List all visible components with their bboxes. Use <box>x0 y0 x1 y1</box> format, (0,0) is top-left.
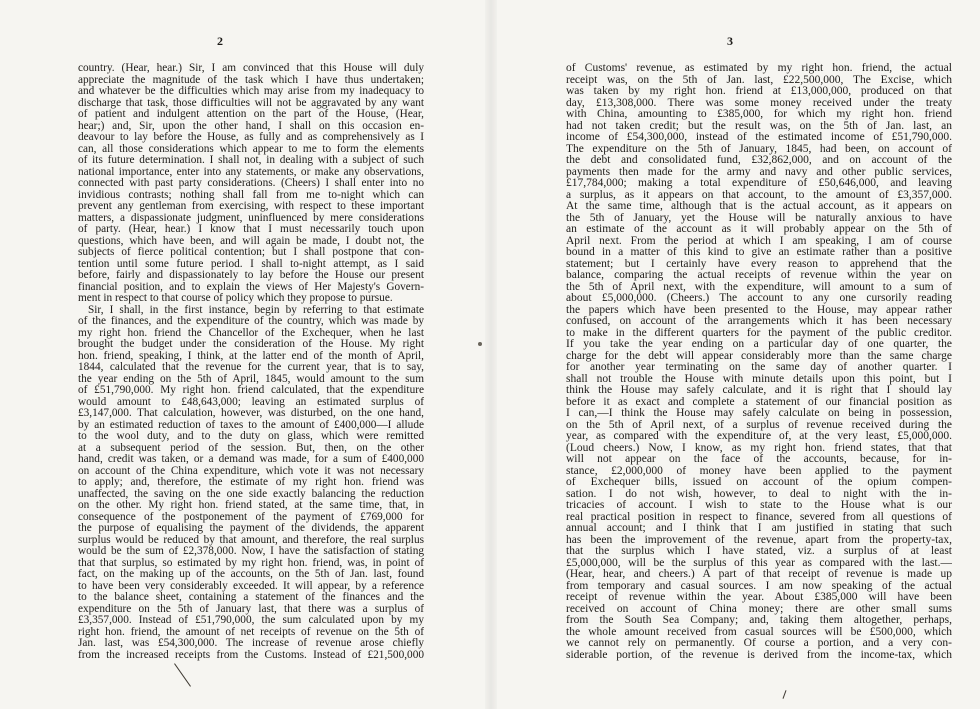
right-page-text <box>566 63 952 699</box>
text-line: to have been very considerably exceeded. It will appear, by a reference <box>78 580 424 592</box>
text-line: to the wool duty, and to the duty on glass, which were remitted <box>78 431 424 442</box>
text-line: from the increased receipts from the Customs. Instead of £21,500,000 <box>78 649 424 661</box>
text-line: from the South Sea Company; and, taking them altogether, perhaps, <box>566 615 952 626</box>
text-line: tricacies of account. I wish to state to the House what is our <box>566 500 952 511</box>
text-line: Jan. last, was £54,300,000. The increase of revenue arose chiefly <box>78 638 424 649</box>
text-line: of the finances, and the expenditure of the country, which was made by <box>78 316 424 327</box>
text-line: with China, amounting to £385,000, for which my right hon. friend <box>566 109 952 120</box>
text-line: to the balance sheet, containing a statement of the finances and the <box>78 592 424 603</box>
text-line: If you take the year ending on a particular day of one quarter, the <box>566 339 952 350</box>
text-line: to apply; and, therefore, the estimate of my right hon. friend was <box>78 477 424 488</box>
text-line: brought the budget under the consideration of the House. My right <box>78 339 424 350</box>
text-line: matters, a dispassionate judgment, uninfluenced by mere considerations <box>78 212 424 224</box>
text-line: siderable portion, of the revenue is derived from the income-tax, which <box>566 649 952 661</box>
text-line: The expenditure on the 5th of January, 1845, had been, on account of <box>566 143 952 155</box>
text-line: right hon. friend, the amount of net receipts of revenue on the 5th of <box>78 626 424 638</box>
text-line: that that surplus, so estimated by my right hon. friend, was, in point of <box>78 557 424 569</box>
text-line: invidious contrasts; nothing shall fall from me to-night which can <box>78 189 424 201</box>
text-line: for another year terminating on the same day of another quarter. I <box>566 362 952 373</box>
text-line: £3,147,000. That calculation, however, was disturbed, on the one hand, <box>78 408 424 419</box>
text-line: national importance, enter into any statements, or make any observations, <box>78 166 424 178</box>
text-line: year, as compared with the expenditure of, at the very least, £5,000,000. <box>566 431 952 442</box>
text-line: can, all those considerations which appear to me to form the elements <box>78 143 424 155</box>
text-line: and whatever be the difficulties which may arise from my inadequacy to <box>78 86 424 97</box>
text-line: before it as exact and complete a statement of our financial position as <box>566 396 952 408</box>
text-line: £5,000,000, will be the surplus of this year as compared with the last.— <box>566 557 952 569</box>
text-line: on the other. My right hon. friend stated, at the same time, that, in <box>78 500 424 511</box>
text-line: (Hear, hear, and cheers.) A part of that receipt of revenue is made up <box>566 569 952 580</box>
text-line: sation. I do not wish, however, to deal to night with the in- <box>566 488 952 500</box>
text-line: fact, on the making up of the accounts, on the 5th of Jan. last, found <box>78 569 424 580</box>
text-line: receipt was, on the 5th of Jan. last, £22,500,000, The Excise, which <box>566 74 952 86</box>
text-line: bound in a matter of this kind to give an estimate rather than a positive <box>566 247 952 258</box>
text-line: receipt of revenue within the year. About £385,000 will have been <box>566 592 952 603</box>
scan-speck <box>478 342 482 346</box>
text-line: confused, on account of the arrangements which it has been necessary <box>566 316 952 327</box>
text-line: was taken by my right hon. friend at £13,000,000, produced on that <box>566 86 952 97</box>
text-line: country. (Hear, hear.) Sir, I am convinced that this House will duly <box>78 63 424 74</box>
text-line: the year ending on the 5th of April, 1845, would amount to the sum <box>78 373 424 385</box>
text-line: hand, credit was taken, or a demand was made, for a sum of £400,000 <box>78 454 424 465</box>
text-line: connected with past party considerations. (Cheers) I shall enter into no <box>78 178 424 189</box>
text-line: questions, which have been, and will again be made, I doubt not, the <box>78 235 424 247</box>
text-line: at a subsequent period of the session. But, then, on the other <box>78 442 424 454</box>
text-line: think the House may safely calculate, and it is right that I should lay <box>566 385 952 396</box>
text-line: the purpose of equalising the payment of the dividends, the apparent <box>78 523 424 534</box>
page-number-right: 3 <box>727 34 734 48</box>
text-line: that the surplus which I have stated, viz. a surplus of at least <box>566 546 952 557</box>
text-line: subjects of fierce political contention; but I shall postpone that con- <box>78 247 424 258</box>
book-gutter <box>485 0 497 709</box>
text-line: ment in respect to that course of policy which they propose to pursue. <box>78 293 393 304</box>
text-line: expenditure on the 5th of January last, that there was a surplus of <box>78 603 424 615</box>
text-line: deavour to lay before the House, as fully and as comprehensively as I <box>78 132 424 143</box>
text-line: the debt and consolidated fund, £32,862,000, and on account of the <box>566 155 952 166</box>
text-line: of Exchequer bills, issued on account of the opium compen- <box>566 477 952 488</box>
text-line: payments then made for the army and navy and other public services, <box>566 166 952 178</box>
text-line: tention until some future period. I shall to-night attempt, as I said <box>78 258 424 270</box>
text-line: my right hon. friend the Chancellor of the Exchequer, when he last <box>78 327 424 339</box>
text-line: prevent any gentleman from exercising, with respect to these important <box>78 201 424 212</box>
text-line: from temporary and casual sources. I am now speaking of the actual <box>566 580 952 592</box>
text-line: consequence of the postponement of the payment of £769,000 for <box>78 511 424 523</box>
text-line: real practical position in respect to finance, severed from all questions of <box>566 511 952 523</box>
text-line: received on account of China money; there are other small sums <box>566 603 952 615</box>
text-line: £17,784,000; making a total expenditure of £50,646,000, and leaving <box>566 178 952 189</box>
text-line: I can,—I think the House may safely calculate on being in possession, <box>566 408 952 419</box>
text-line: would amount to £48,643,000; leaving an estimated surplus of <box>78 396 424 408</box>
text-line: we cannot rely on permanently. Of course a portion, and a very con- <box>566 638 952 649</box>
text-line: will not appear on the face of the accounts, because, for in- <box>566 454 952 465</box>
text-line: stance, £2,000,000 of money have been applied to the payment <box>566 465 952 477</box>
text-line: 1844, calculated that the revenue for the current year, that is to say, <box>78 362 424 373</box>
text-line: would be the sum of £2,378,000. Now, I have the satisfaction of stating <box>78 546 424 557</box>
text-line: before, fairly and dispassionately to lay before the House our present <box>78 270 424 281</box>
text-line: shall not trouble the House with minute details upon this point, but I <box>566 373 952 385</box>
text-line: (Loud cheers.) Now, I know, as my right hon. friend states, that that <box>566 442 952 454</box>
text-line: surplus would be reduced by that amount, and therefore, the real surplus <box>78 534 424 546</box>
text-line: charge for the debt will appear considerably more than the same charge <box>566 350 952 362</box>
text-line: Sir, I shall, in the first instance, begin by referring to that estimate <box>88 304 424 316</box>
text-line: of Customs' revenue, as estimated by my right hon. friend, the actual <box>566 63 952 74</box>
text-line: on account of the China expenditure, which vote it was not necessary <box>78 465 424 477</box>
text-line: financial position, and to explain the views of Her Majesty's Govern- <box>78 281 424 293</box>
text-line: day, £13,308,000. There was some money received under the treaty <box>566 97 952 109</box>
text-line: a surplus, as it appears on that account, to the amount of £3,357,000. <box>566 189 952 201</box>
text-line: unaffected, the saving on the one side exactly balancing the reduction <box>78 488 424 500</box>
text-line: April next. From the period at which I am speaking, I am of course <box>566 235 952 247</box>
text-line: on the 5th of April next, of a surplus of revenue received during the <box>566 419 952 431</box>
text-line: an estimate of the account as it will probably appear on the 5th of <box>566 224 952 235</box>
text-line: income of £54,300,000, instead of the estimated income of £51,790,000. <box>566 132 952 143</box>
text-line: discharge that task, those difficulties will not be aggravated by any want <box>78 97 424 109</box>
text-line: the 5th of April next, with the expenditure, will amount to a sum of <box>566 281 952 293</box>
text-line: statement; but I certainly have every reason to apprehend that the <box>566 258 952 270</box>
text-line: of patient and indulgent attention on the part of the House, (Hear, <box>78 109 424 120</box>
text-line: to make in the different quarters for the payment of the public creditor. <box>566 327 952 339</box>
text-line: appreciate the magnitude of the task which I have thus undertaken; <box>78 74 424 86</box>
page-number-left: 2 <box>217 34 224 48</box>
text-line: annual account; and I think that I am justified in stating that such <box>566 523 952 534</box>
text-line: balance, comparing the actual receipts of revenue within the year on <box>566 270 952 281</box>
text-line: by an estimated reduction of taxes to the amount of £400,000—I allude <box>78 419 424 431</box>
text-line: has been the improvement of the revenue, apart from the property-tax, <box>566 534 952 546</box>
text-line: the whole amount received from casual sources will be £500,000, which <box>566 626 952 638</box>
text-line: of its future determination. I shall not, in dealing with a subject of such <box>78 155 424 166</box>
text-line: of £51,790,000. My right hon. friend calculated, that the expenditure <box>78 385 424 396</box>
text-line: about £5,000,000. (Cheers.) The account to any one cursorily reading <box>566 293 952 304</box>
text-line: hon. friend, speaking, I think, at the latter end of the month of April, <box>78 350 424 362</box>
text-line: the 5th of January, yet the House will be naturally anxious to have <box>566 212 952 224</box>
text-line: £3,357,000. Instead of £51,790,000, the sum calculated upon by my <box>78 615 424 626</box>
text-line: had not taken credit; but the result was, on the 5th of Jan. last, an <box>566 120 952 132</box>
text-line: At the same time, although that is the actual account, as it appears on <box>566 201 952 212</box>
text-line: of party. (Hear, hear.) I know that I must necessarily touch upon <box>78 224 424 235</box>
text-line: hear;) and, Sir, upon the other hand, I shall on this occasion en- <box>78 120 424 132</box>
text-line: the papers which have been presented to the House, may appear rather <box>566 304 952 316</box>
left-page-text <box>78 63 424 699</box>
